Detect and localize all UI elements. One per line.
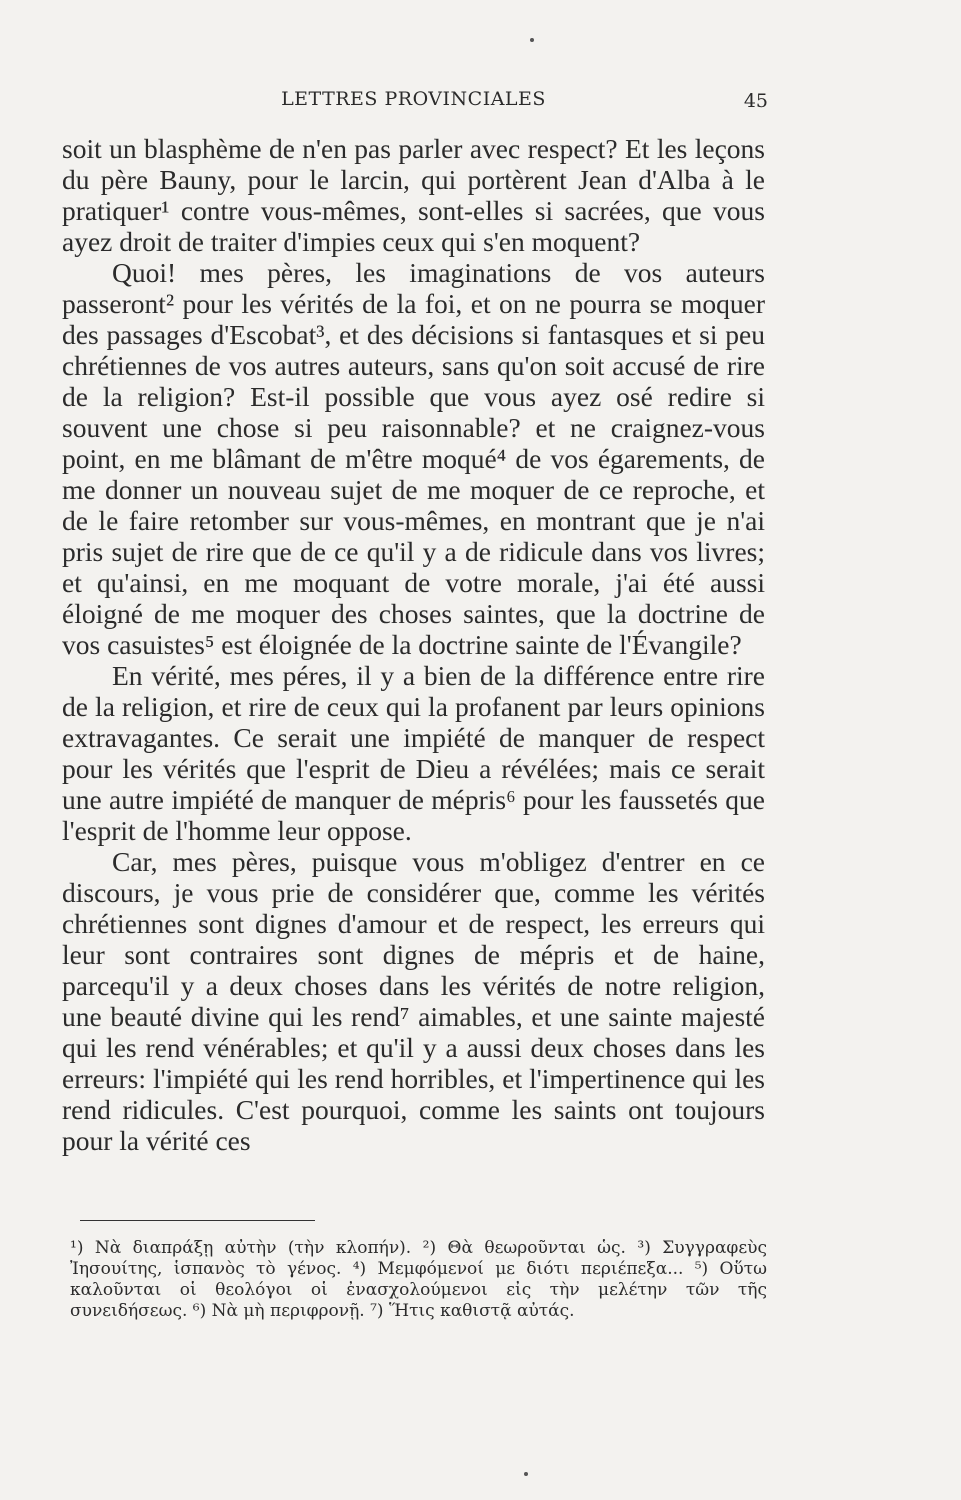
page-header: [62, 88, 768, 118]
footnotes: [70, 1238, 767, 1322]
print-speck-top: [530, 38, 534, 42]
footnotes-text: ¹) Νὰ διαπράξῃ αὐτὴν (τὴν κλοπήν). ²) Θὰ θεωροῦνται ὡς. ³) Συγγραφεὺς Ἰησουίτης, ἱσπανὸς τὸ γένος. ⁴) Μεμφόμενοί με διότι περιέπεξα... ⁵) Οὕτω καλοῦνται οἱ θεολόγοι οἱ ἐνασχολούμενοι εἰς τὴν μελέτην τῶν τῆς συνειδήσεως. ⁶) Νὰ μὴ περιφρονῇ. ⁷) Ἥτις καθιστᾷ αὐτάς.: [70, 1238, 767, 1321]
paragraph-1: soit un blasphème de n'en pas parler avec respect? Et les leçons du père Bauny, pour le larcin, qui portèrent Jean d'Alba à le pratiquer¹ contre vous-mêmes, sont-elles si sacrées, que vous ayez droit de traiter d'impies ceux qui s'en moquent?: [62, 133, 765, 257]
running-title: LETTRES PROVINCIALES: [281, 88, 546, 110]
body-text: [62, 133, 765, 1156]
print-speck-bottom: [524, 1472, 528, 1476]
paragraph-2: Quoi! mes pères, les imaginations de vos auteurs passeront² pour les vérités de la foi, et on ne pourra se moquer des passages d'Escobat³, et des décisions si fantasques et si peu chrétiennes de vos autres auteurs, sans qu'on soit accusé de rire de la religion? Est-il possible que vous ayez osé redire si souvent une chose si peu raisonnable? et ne craignez-vous point, en me blâmant de m'être moqué⁴ de vos égarements, de me donner un nouveau sujet de me moquer de ce reproche, et de le faire retomber sur vous-mêmes, en montrant que je n'ai pris sujet de rire que de ce qu'il y a de ridicule dans vos livres; et qu'ainsi, en me moquant de votre morale, j'ai été aussi éloigné de me moquer des choses saintes, que la doctrine de vos casuistes⁵ est éloignée de la doctrine sainte de l'Évangile?: [62, 257, 765, 660]
page-number: 45: [743, 90, 768, 112]
footnote-rule: [80, 1220, 315, 1221]
paragraph-4: Car, mes pères, puisque vous m'obligez d'entrer en ce discours, je vous prie de considérer que, comme les vérités chrétiennes sont dignes d'amour et de respect, les erreurs qui leur sont contraires sont dignes de mépris et de haine, parcequ'il y a deux choses dans les vérités de notre religion, une beauté divine qui les rend⁷ aimables, et une sainte majesté qui les rend vénérables; et qu'il y a aussi deux choses dans les erreurs: l'impiété qui les rend horribles, et l'impertinence qui les rend ridicules. C'est pourquoi, comme les saints ont toujours pour la vérité ces: [62, 846, 765, 1156]
paragraph-3: En vérité, mes péres, il y a bien de la différence entre rire de la religion, et rire de ceux qui la profanent par leurs opinions extravagantes. Ce serait une impiété de manquer de respect pour les vérités que l'esprit de Dieu a révélées; mais ce serait une autre impiété de manquer de mépris⁶ pour les faussetés que l'esprit de l'homme leur oppose.: [62, 660, 765, 846]
